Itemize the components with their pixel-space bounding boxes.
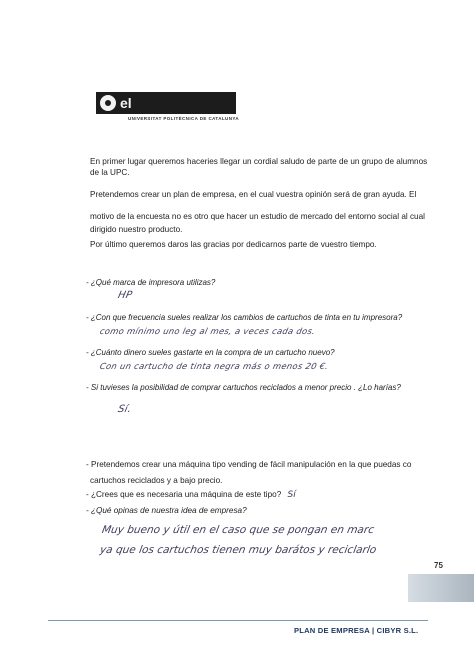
answer-6-line-1: Muy bueno y útil en el caso que se pongan en marc <box>100 524 376 536</box>
question-6: - ¿Qué opinas de nuestra idea de empresa? <box>86 506 247 515</box>
intro-paragraph-5: Por último queremos daros las gracias por dedicarnos parte de vuestro tiempo. <box>90 240 377 249</box>
vending-paragraph-1: - Pretendemos crear una máquina tipo vending de fácil manipulación en la que puedas co <box>86 460 412 469</box>
question-2: - ¿Con que frecuencia sueles realizar los cambios de cartuchos de tinta en tu impresora? <box>86 313 403 322</box>
answer-3: Con un cartucho de tinta negra más o menos 20 €. <box>98 361 330 371</box>
question-3: - ¿Cuánto dinero sueles gastarte en la compra de un cartucho nuevo? <box>86 348 335 357</box>
intro-paragraph-1: En primer lugar queremos haceries llegar un cordial saludo de parte de un grupo de alumnos de la UPC. <box>90 157 428 177</box>
intro-paragraph-2: Pretendemos crear un plan de empresa, en el cual vuestra opinión será de gran ayuda. El <box>90 190 417 199</box>
logo-caption: UNIVERSITAT POLITÈCNICA DE CATALUNYA <box>128 116 239 121</box>
footer-rule <box>48 620 428 621</box>
logo-mark: el <box>120 95 132 111</box>
upc-emblem-icon <box>100 95 116 111</box>
vending-paragraph-2: cartuchos reciclados y a bajo precio. <box>90 476 223 485</box>
question-4: - Si tuvieses la posibilidad de comprar cartuchos reciclados a menor precio . ¿Lo harías? <box>86 383 401 392</box>
answer-4: Sí. <box>116 404 133 415</box>
answer-5: Sí <box>287 490 296 500</box>
intro-paragraph-3: motivo de la encuesta no es otro que hacer un estudio de mercado del entorno social al cual <box>90 212 425 221</box>
answer-6-line-2: ya que los cartuchos tienen muy barátos y reciclarlo <box>98 544 378 556</box>
page-side-tab <box>408 574 474 602</box>
question-5: - ¿Crees que es necesaria una máquina de este tipo? <box>86 490 282 499</box>
intro-paragraph-4: dirigido nuestro producto. <box>90 225 183 234</box>
answer-2: como mínimo uno leg al mes, a veces cada dos. <box>98 326 317 336</box>
question-1: - ¿Qué marca de impresora utilizas? <box>86 278 216 287</box>
page-number: 75 <box>434 561 443 570</box>
upc-logo <box>96 92 236 114</box>
footer-text: PLAN DE EMPRESA | CIBYR S.L. <box>294 626 419 635</box>
answer-1: HP <box>116 290 134 301</box>
